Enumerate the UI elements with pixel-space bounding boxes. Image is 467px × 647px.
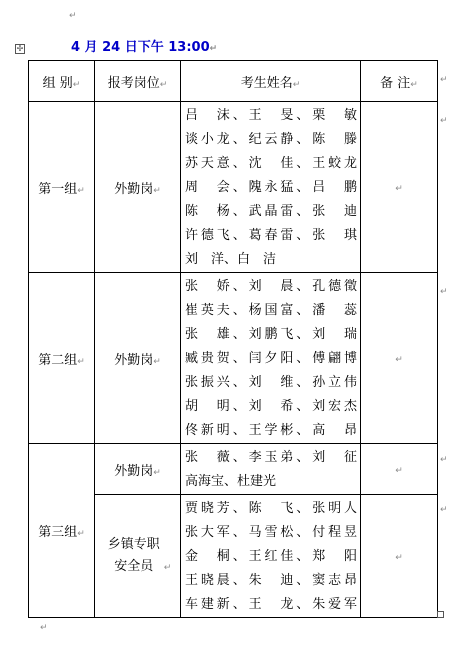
paragraph-mark: ↵	[395, 465, 403, 476]
names-line: 崔英夫、杨国富、潘 蕊	[185, 303, 357, 318]
position-label: 外勤岗	[114, 181, 154, 197]
paragraph-mark: ↵	[153, 467, 161, 478]
names-line: 王晓晨、朱 迪、窦志昂	[185, 573, 357, 588]
table-row	[29, 102, 438, 273]
date-heading-text: 4 月 24 日下午 13:00	[71, 40, 210, 55]
names-cell	[181, 495, 361, 618]
header-group	[29, 61, 95, 102]
row-end-mark: ↵	[440, 116, 448, 126]
names-line: 刘 洋、白 洁	[185, 252, 277, 267]
paragraph-mark: ↵	[77, 356, 85, 367]
names-line: 佟新明、王学彬、高 昂	[185, 423, 357, 438]
position-cell	[95, 495, 181, 618]
names-line: 张 雄、刘鹏飞、刘 瑞	[185, 327, 357, 342]
exam-schedule-table	[28, 60, 438, 618]
group-label: 第二组	[38, 352, 78, 368]
names-line: 张振兴、刘 维、孙立伟	[185, 375, 357, 390]
paragraph-mark: ↵	[395, 552, 403, 563]
names-line: 陈 杨、武晶雷、张 迪	[185, 204, 357, 219]
names-line: 高海宝、杜建光	[185, 474, 277, 489]
header-names-label: 考生姓名	[240, 75, 293, 91]
position-cell	[95, 102, 181, 273]
names-line: 臧贵贺、闫夕阳、傅翩博	[185, 351, 357, 366]
remarks-cell	[361, 273, 438, 444]
names-list	[181, 273, 360, 443]
paragraph-mark: ↵	[395, 354, 403, 365]
paragraph-mark-bottom: ↵	[40, 623, 48, 633]
table-resize-handle[interactable]	[437, 611, 444, 618]
names-line: 许德飞、葛春雷、张 琪	[185, 228, 357, 243]
position-label: 外勤岗	[114, 463, 154, 479]
row-end-mark: ↵	[440, 505, 448, 515]
table-header-row	[29, 61, 438, 102]
group-cell	[29, 273, 95, 444]
paragraph-mark: ↵	[395, 183, 403, 194]
paragraph-mark: ↵	[292, 79, 301, 90]
remarks-cell	[361, 102, 438, 273]
header-remarks	[361, 61, 438, 102]
paragraph-mark: ↵	[163, 562, 172, 573]
names-line: 谈小龙、纪云静、陈 滕	[185, 132, 357, 147]
position-label: 乡镇专职安全员	[107, 536, 160, 574]
names-line: 车建新、王 龙、朱爱军	[185, 597, 357, 612]
names-line: 苏天意、沈 佳、王蛟龙	[185, 156, 357, 171]
paragraph-mark: ↵	[77, 529, 85, 539]
date-heading	[71, 36, 217, 55]
names-list	[181, 444, 360, 494]
table-move-handle[interactable]: ✢	[16, 44, 24, 53]
names-line: 胡 明、刘 希、刘宏杰	[185, 399, 357, 414]
row-end-mark: ↵	[440, 455, 448, 465]
header-names	[181, 61, 361, 102]
names-line: 张 娇、刘 晨、孔德徵	[185, 279, 357, 294]
paragraph-mark: ↵	[153, 185, 161, 196]
header-position	[95, 61, 181, 102]
paragraph-mark: ↵	[410, 79, 418, 90]
names-line: 吕 沫、王 旻、栗 敏	[185, 108, 357, 123]
group-cell	[29, 102, 95, 273]
names-line: 周 会、隗永猛、吕 鹏	[185, 180, 357, 195]
table-row	[29, 273, 438, 444]
header-remarks-label: 备 注	[380, 75, 411, 91]
position-label: 外勤岗	[114, 352, 154, 368]
names-cell	[181, 444, 361, 495]
header-group-label: 组 别	[42, 75, 73, 91]
names-list	[181, 102, 360, 272]
remarks-cell	[361, 495, 438, 618]
names-line: 金 桐、王红佳、郑 阳	[185, 549, 357, 564]
names-line: 张 薇、李玉弟、刘 征	[185, 450, 357, 465]
group-cell	[29, 444, 95, 618]
paragraph-mark: ↵	[209, 44, 218, 54]
group-label: 第三组	[38, 525, 78, 540]
position-cell	[95, 444, 181, 495]
header-position-label: 报考岗位	[107, 75, 160, 91]
names-line: 张大军、马雪松、付程昱	[185, 525, 357, 540]
group-label: 第一组	[38, 181, 78, 197]
paragraph-mark-top: ↵	[69, 11, 77, 21]
table-row	[29, 444, 438, 495]
names-cell	[181, 273, 361, 444]
names-line: 贾晓芳、陈 飞、张明人	[185, 501, 357, 516]
names-list	[181, 495, 360, 617]
names-cell	[181, 102, 361, 273]
position-cell	[95, 273, 181, 444]
paragraph-mark: ↵	[77, 185, 85, 196]
paragraph-mark: ↵	[72, 79, 81, 90]
paragraph-mark: ↵	[159, 79, 168, 90]
paragraph-mark: ↵	[153, 356, 161, 367]
remarks-cell	[361, 444, 438, 495]
row-end-mark: ↵	[440, 75, 448, 85]
row-end-mark: ↵	[440, 287, 448, 297]
